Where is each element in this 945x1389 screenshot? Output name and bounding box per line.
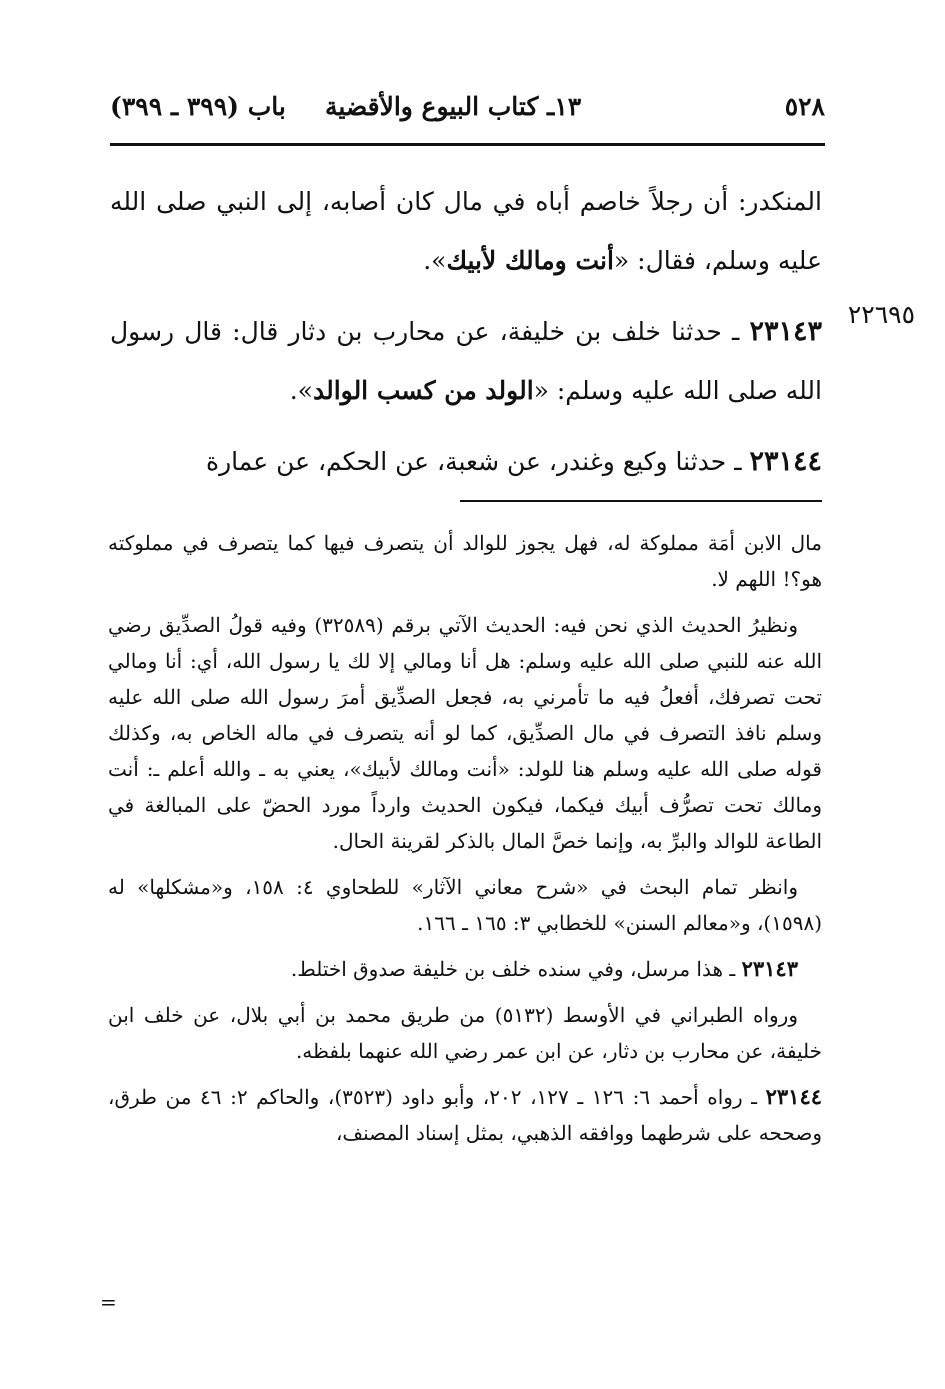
- para1-end: ».: [423, 246, 447, 275]
- footnote-number: ٢٣١٤٣: [741, 956, 798, 981]
- hadith-23144: [110, 432, 822, 491]
- footnote-23143: [108, 951, 822, 987]
- page-header: [110, 92, 825, 132]
- book-title: ١٣ـ كتاب البيوع والأقضية: [325, 92, 582, 121]
- footnote-rule: [460, 500, 822, 502]
- para1-quote: أنت ومالك لأبيك: [446, 246, 614, 275]
- footnote-paragraph: ورواه الطبراني في الأوسط (٥١٣٢) من طريق محمد بن أبي بلال، عن خلف ابن خليفة، عن محارب بن دثار، عن ابن عمر رضي الله عنهما بلفظه.: [108, 1003, 822, 1063]
- hadith-text: ـ حدثنا خلف بن خليفة، عن محارب بن دثار قال: قال رسول الله صلى الله عليه وسلم: «: [110, 317, 822, 405]
- footnote-text: ـ رواه أحمد ٦: ١٢٦ ـ ١٢٧، ٢٠٢، وأبو داود (٣٥٢٣)، والحاكم ٢: ٤٦ من طرق، وصححه على شرطهما ووافقه الذهبي، بمثل إسناد المصنف،: [108, 1085, 822, 1145]
- footnote-23144: [108, 1079, 822, 1151]
- hadith-number: ٢٣١٤٤: [749, 446, 822, 477]
- hadith-text: ـ حدثنا وكيع وغندر، عن شعبة، عن الحكم، عن عمارة: [205, 447, 750, 476]
- footnote-paragraph: وانظر تمام البحث في «شرح معاني الآثار» للطحاوي ٤: ١٥٨، و«مشكلها» له (١٥٩٨)، و«معالم السنن» للخطابي ٣: ١٦٥ ـ ١٦٦.: [108, 875, 822, 935]
- paragraph-continuation: [110, 172, 822, 290]
- header-rule: [110, 143, 825, 146]
- para1-text: المنكدر: أن رجلاً خاصم أباه في مال كان أصابه، إلى النبي صلى الله عليه وسلم، فقال: «: [110, 187, 822, 275]
- continuation-mark: =: [100, 1290, 117, 1314]
- footnote-paragraph: مال الابن أمَة مملوكة له، فهل يجوز للوالد أن يتصرف فيها كما يتصرف في مملوكته هو؟! اللهم لا.: [108, 531, 822, 591]
- footnote-paragraph: ونظيرُ الحديث الذي نحن فيه: الحديث الآتي برقم (٣٢٥٨٩) وفيه قولُ الصدِّيق رضي الله عنه للنبي صلى الله عليه وسلم: هل أنا ومالي إلا لك يا رسول الله، أي: أنا ومالي تحت تصرفك، أفعلُ فيه ما تأمرني به، فجعل الصدِّيق أمرَ رسول الله صلى الله عليه وسلم نافذ التصرف في مال الصدِّيق، كما لو أنه يتصرف في ماله الخاص به، وكذلك قوله صلى الله عليه وسلم هنا للولد: «أنت ومالك لأبيك»، يعني به ـ والله أعلم ـ: أنت ومالك تحت تصرُّف أبيك فيكما، فيكون الحديث وارداً مورد الحضّ على المبالغة في الطاعة للوالد والبرِّ به، وإنما خصَّ المال بالذكر لقرينة الحال.: [108, 613, 822, 853]
- hadith-number: ٢٣١٤٣: [749, 316, 822, 347]
- page-number: ٥٢٨: [784, 92, 825, 121]
- margin-number: ٢٢٦٩٥: [847, 300, 915, 329]
- footnote-number: ٢٣١٤٤: [765, 1084, 823, 1109]
- hadith-quote: الولد من كسب الوالد: [312, 376, 534, 405]
- chapter-title: باب (٣٩٩ ـ ٣٩٩): [110, 92, 286, 121]
- hadith-end: ».: [289, 376, 313, 405]
- hadith-23143: [110, 302, 822, 420]
- main-text: [110, 172, 822, 503]
- footnotes: [108, 525, 822, 1161]
- footnote-text: ـ هذا مرسل، وفي سنده خلف بن خليفة صدوق اختلط.: [290, 957, 742, 981]
